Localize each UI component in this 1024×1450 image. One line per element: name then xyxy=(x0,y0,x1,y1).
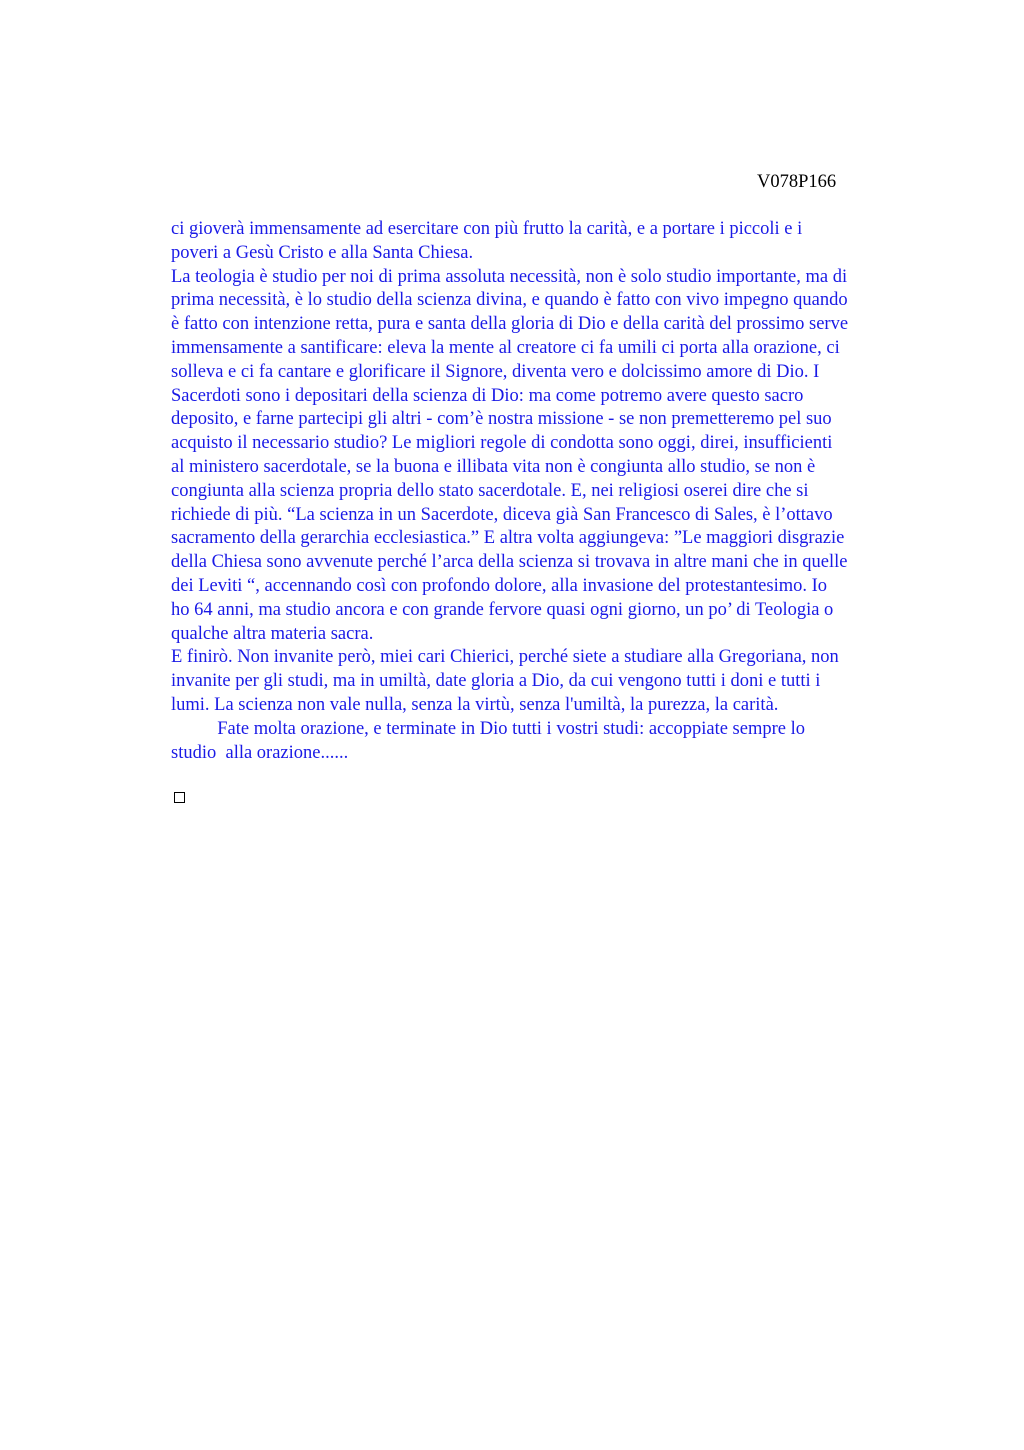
text-line: Fate molta orazione, e terminate in Dio tutti i vostri studi: accoppiate sempre lo xyxy=(171,718,805,739)
text-line: prima necessità, è lo studio della scienza divina, e quando è fatto con vivo impegno quando xyxy=(171,290,848,311)
text-line: dei Leviti “, accennando così con profondo dolore, alla invasione del protestantesimo. Io xyxy=(171,575,828,596)
text-line: Sacerdoti sono i depositari della scienza di Dio: ma come potremo avere questo sacro xyxy=(171,385,804,406)
text-line: qualche altra materia sacra. xyxy=(171,623,374,644)
text-line: della Chiesa sono avvenute perché l’arca della scienza si trovava in altre mani che in quelle xyxy=(171,552,848,573)
text-line: al ministero sacerdotale, se la buona e illibata vita non è congiunta allo studio, se non è xyxy=(171,456,816,477)
text-line: ci gioverà immensamente ad esercitare con più frutto la carità, e a portare i piccoli e i xyxy=(171,219,803,239)
page-reference: V078P166 xyxy=(757,172,837,192)
text-line: lumi. La scienza non vale nulla, senza la virtù, senza l'umiltà, la purezza, la carità. xyxy=(171,694,779,715)
text-line: deposito, e farne partecipi gli altri - com’è nostra missione - se non premetteremo pel suo xyxy=(171,409,832,430)
text-line: E finirò. Non invanite però, miei cari Chierici, perché siete a studiare alla Gregoriana, non xyxy=(171,647,839,668)
text-line: congiunta alla scienza propria dello stato sacerdotale. E, nei religiosi oserei dire che si xyxy=(171,480,809,501)
text-line: ho 64 anni, ma studio ancora e con grande fervore quasi ogni giorno, un po’ di Teologia o xyxy=(171,599,834,620)
text-line: richiede di più. “La scienza in un Sacerdote, diceva già San Francesco di Sales, è l’ottavo xyxy=(171,504,833,525)
text-line: invanite per gli studi, ma in umiltà, date gloria a Dio, da cui vengono tutti i doni e tutti i xyxy=(171,671,821,692)
text-line: immensamente a santificare: eleva la mente al creatore ci fa umili ci porta alla orazione, ci xyxy=(171,337,840,358)
text-line: sacramento della gerarchia ecclesiastica.” E altra volta aggiungeva: ”Le maggiori disgrazie xyxy=(171,528,845,549)
text-line: è fatto con intenzione retta, pura e santa della gloria di Dio e della carità del prossimo serve xyxy=(171,314,849,335)
text-line: acquisto il necessario studio? Le migliori regole di condotta sono oggi, direi, insufficienti xyxy=(171,433,833,454)
document-body xyxy=(171,218,931,765)
text-line: solleva e ci fa cantare e glorificare il Signore, diventa vero e dolcissimo amore di Dio. I xyxy=(171,361,820,382)
text-line: studio alla orazione...... xyxy=(171,742,349,763)
text-line: poveri a Gesù Cristo e alla Santa Chiesa. xyxy=(171,242,474,263)
end-marker-box xyxy=(174,792,185,803)
text-line: La teologia è studio per noi di prima assoluta necessità, non è solo studio importante, ma di xyxy=(171,266,848,287)
